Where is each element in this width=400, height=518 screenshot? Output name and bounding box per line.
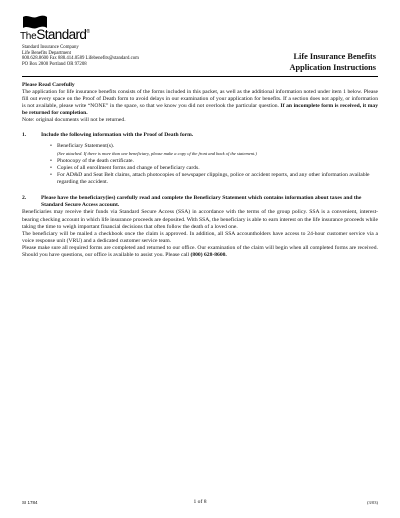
form-id: SI 1784 [22,500,38,505]
company-address [22,45,139,67]
bullet-1-subnote: (See attached. If there is more than one beneficiary, please make a copy of the front and back of the statement.) [57,150,257,156]
page-number: 1 of 8 [193,499,207,505]
intro-text: The application for life insurance benefits consists of the forms included in this packet, as well as the additional information noted under item 1 below. Please fill out every space on the Proof of Death form to avoid delays in our examination of your application for benefits. If a section does not apply, or information is not available, please write “NONE” in the space, so that we know you did not overlook the particular question. [22,89,378,110]
company-logo [20,27,89,42]
list-item [50,143,378,158]
logo-prefix: The [20,31,37,42]
address-line-1: Standard Insurance Company [22,45,79,50]
item-1-heading [22,132,378,139]
bullet-3-text: Copies of all enrollment forms and change of beneficiary cards. [57,164,200,171]
title-line-2: Application Instructions [289,62,376,72]
intro-bold-text: If an incomplete form is received, it may be returned for completion. [22,103,378,117]
bullet-1-text: Beneficiary Statement(s). [57,142,115,149]
ssa-paragraph-1: Beneficiaries may receive their funds via Standard Secure Access (SSA) in accordance with the terms of the group policy. SSA is a convenient, interest-bearing checking account in which life insurance proceeds are deposited. With SSA, the beneficiary is able to earn interest on the life insurance proceeds while taking the time to weigh important financial decisions that often follow the death of a loved one. [22,209,378,230]
contact-paragraph [22,245,378,259]
header-divider [22,76,378,77]
item-2-text: Please have the beneficiary(ies) carefully read and complete the Beneficiary Statement which contains information about taxes and the Standard Secure Access account. [41,195,362,209]
item-2-number: 2. [22,195,27,202]
item-1-text: Include the following information with the Proof of Death form. [41,131,194,138]
read-carefully-heading: Please Read Carefully [22,82,75,88]
logo-name: Standard [36,27,87,42]
list-item [50,158,378,165]
address-line-3: 800.628.8600 Fax 888.414.0589 Lifebenefits@standard.com [22,56,139,62]
document-title [290,52,376,73]
item-2-heading [22,195,378,209]
item-1-number: 1. [22,131,27,138]
contact-text: Please make sure all required forms are completed and returned to our office. Our examination of the claim will begin when all completed forms are received. Should you have questions, our office is available to assist you. Please call [22,244,378,258]
logo-reg-mark: ® [86,29,90,35]
intro-paragraph [22,89,378,117]
required-documents-list [50,143,378,187]
bullet-2-text: Photocopy of the death certificate. [57,157,134,164]
bullet-4-text: For AD&D and Seat Belt claims, attach photocopies of newspaper clippings, police or accident reports, and any other information available regarding the accident. [57,172,370,186]
title-line-1: Life Insurance Benefits [293,52,376,61]
address-line-4: PO Box 2800 Portland OR 97208 [22,61,87,67]
contact-phone: (800) 628-8600. [190,251,227,258]
ssa-paragraph-2: The beneficiary will be mailed a checkbook once the claim is approved. In addition, all SSA accountholders have access to 24-hour customer service via a voice response unit (VRU) and a dedicated customer service team. [22,230,378,244]
document-body [22,82,378,259]
list-item [50,172,378,186]
revision-date: (3/03) [367,500,378,505]
list-item [50,165,378,172]
address-line-2: Life Benefits Department [22,50,72,56]
note-text: Note: original documents will not be returned. [22,117,126,124]
